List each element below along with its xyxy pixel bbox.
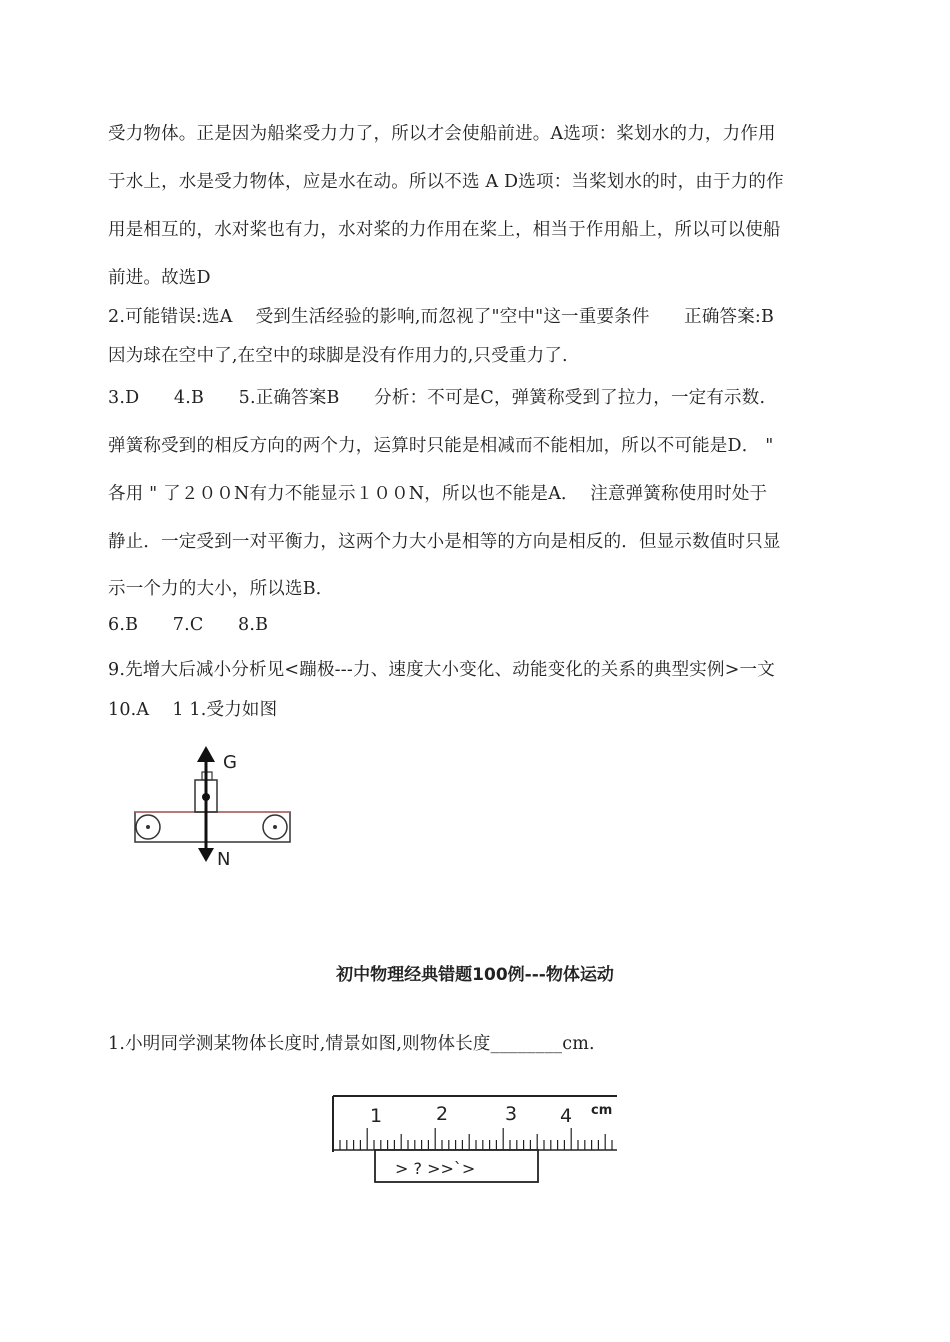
answer-q2-line: 2.可能错误:选A 受到生活经验的影响,而忽视了"空中"这一重要条件 正确答案:B (108, 307, 775, 327)
answer-line: 于水上，水是受力物体，应是水在动。所以不选 A D选项：当桨划水的时，由于力的作 (108, 172, 784, 192)
force-diagram (125, 740, 300, 870)
ruler-number: 3 (505, 1103, 518, 1125)
answer-q3-5-line: 各用 " 了２００N有力不能显示１００N，所以也不能是A． 注意弹簧称使用时处于 (108, 484, 768, 504)
question-1: 1.小明同学测某物体长度时,情景如图,则物体长度________cm. (108, 1034, 595, 1054)
ruler-unit: cm (591, 1103, 613, 1118)
section-title: 初中物理经典错题100例---物体运动 (336, 965, 614, 985)
answer-line: 前进。故选D (108, 268, 211, 288)
ruler-number: 4 (560, 1105, 573, 1127)
answer-line: 用是相互的，水对桨也有力，水对桨的力作用在桨上，相当于作用船上，所以可以使船 (108, 220, 781, 240)
answer-q3-5-line: 3.D 4.B 5.正确答案B 分析：不可是C，弹簧称受到了拉力，一定有示数. (108, 388, 766, 408)
ruler-number: 2 (436, 1103, 449, 1125)
answer-q3-5-line: 静止．一定受到一对平衡力，这两个力大小是相等的方向是相反的．但显示数值时只显 (108, 532, 781, 552)
answer-q10-11: 10.A 1 1.受力如图 (108, 700, 278, 720)
answer-q2-line: 因为球在空中了,在空中的球脚是没有作用力的,只受重力了. (108, 346, 568, 366)
answer-q9: 9.先增大后减小分析见<蹦极---力、速度大小变化、动能变化的关系的典型实例>一文 (108, 660, 775, 680)
answer-line: 受力物体。正是因为船桨受力力了，所以才会使船前进。A选项：桨划水的力，力作用 (108, 124, 776, 144)
ruler-diagram (330, 1092, 620, 1187)
answer-q3-5-line: 示一个力的大小，所以选B． (108, 579, 334, 599)
force-label-g: G (223, 752, 237, 773)
force-label-n: N (217, 849, 231, 870)
answer-q6-8: 6.B 7.C 8.B (108, 615, 269, 635)
ruler-object-text: > ? >>`> (395, 1159, 476, 1178)
ruler-number: 1 (370, 1105, 383, 1127)
answer-q3-5-line: 弹簧称受到的相反方向的两个力，运算时只能是相减而不能相加，所以不可能是D． " (108, 436, 774, 456)
